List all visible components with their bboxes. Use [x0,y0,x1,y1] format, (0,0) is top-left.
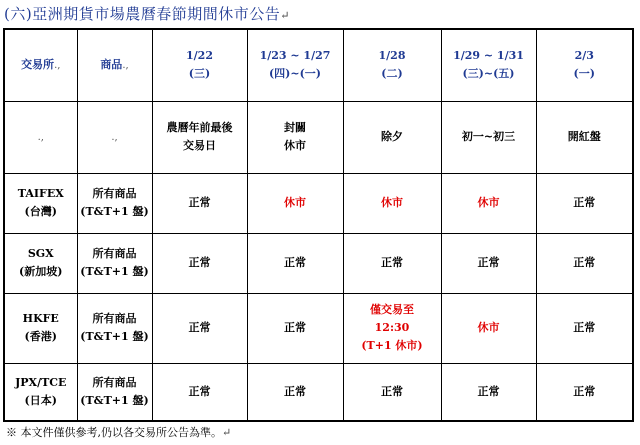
event-2: 封關 休市 [247,101,343,173]
title-text: (六)亞洲期貨市場農曆春節期間休市公告 [4,5,281,23]
table-row [4,363,633,421]
status-cell: 正常 [441,233,536,293]
exchange-cell: JPX/TCE (日本) [4,363,77,421]
header-exchange: 交易所., [4,29,77,101]
status-cell: 正常 [536,293,633,363]
status-cell: 正常 [247,233,343,293]
header-product: 商品., [77,29,152,101]
product-cell: 所有商品 (T&T+1 盤) [77,173,152,233]
header-date-4: 1/29 ~ 1/31 (三)~(五) [441,29,536,101]
event-empty-1: ., [4,101,77,173]
document-title [4,3,290,24]
exchange-cell: HKFE (香港) [4,293,77,363]
status-cell: 正常 [343,233,441,293]
header-date-1: 1/22 (三) [152,29,247,101]
footnote-text: ※ 本文件僅供參考,仍以各交易所公告為準。 [6,426,222,439]
event-5: 開紅盤 [536,101,633,173]
table-row [4,293,633,363]
status-cell: 休市 [441,173,536,233]
holiday-schedule-table [3,28,634,422]
event-1: 農曆年前最後 交易日 [152,101,247,173]
status-cell: 正常 [247,293,343,363]
exchange-cell: SGX (新加坡) [4,233,77,293]
status-cell: 正常 [152,363,247,421]
footnote: ※ 本文件僅供參考,仍以各交易所公告為準。↵ [6,426,232,439]
header-date-5: 2/3 (一) [536,29,633,101]
date-header-row [4,29,633,101]
event-4: 初一~初三 [441,101,536,173]
product-cell: 所有商品 (T&T+1 盤) [77,233,152,293]
status-cell: 正常 [536,363,633,421]
table-row [4,233,633,293]
header-date-2: 1/23 ~ 1/27 (四)~(一) [247,29,343,101]
status-cell: 正常 [247,363,343,421]
event-empty-2: ., [77,101,152,173]
status-cell: 正常 [536,233,633,293]
status-cell: 正常 [152,233,247,293]
status-cell: 正常 [152,293,247,363]
status-cell: 休市 [343,173,441,233]
paragraph-mark: ↵ [280,9,290,22]
status-cell: 正常 [343,363,441,421]
product-cell: 所有商品 (T&T+1 盤) [77,363,152,421]
status-cell: 正常 [152,173,247,233]
table-row [4,173,633,233]
status-cell: 正常 [536,173,633,233]
status-cell: 僅交易至 12:30 (T+1 休市) [343,293,441,363]
status-cell: 休市 [441,293,536,363]
event-3: 除夕 [343,101,441,173]
header-date-3: 1/28 (二) [343,29,441,101]
event-header-row [4,101,633,173]
status-cell: 休市 [247,173,343,233]
status-cell: 正常 [441,363,536,421]
exchange-cell: TAIFEX (台灣) [4,173,77,233]
product-cell: 所有商品 (T&T+1 盤) [77,293,152,363]
